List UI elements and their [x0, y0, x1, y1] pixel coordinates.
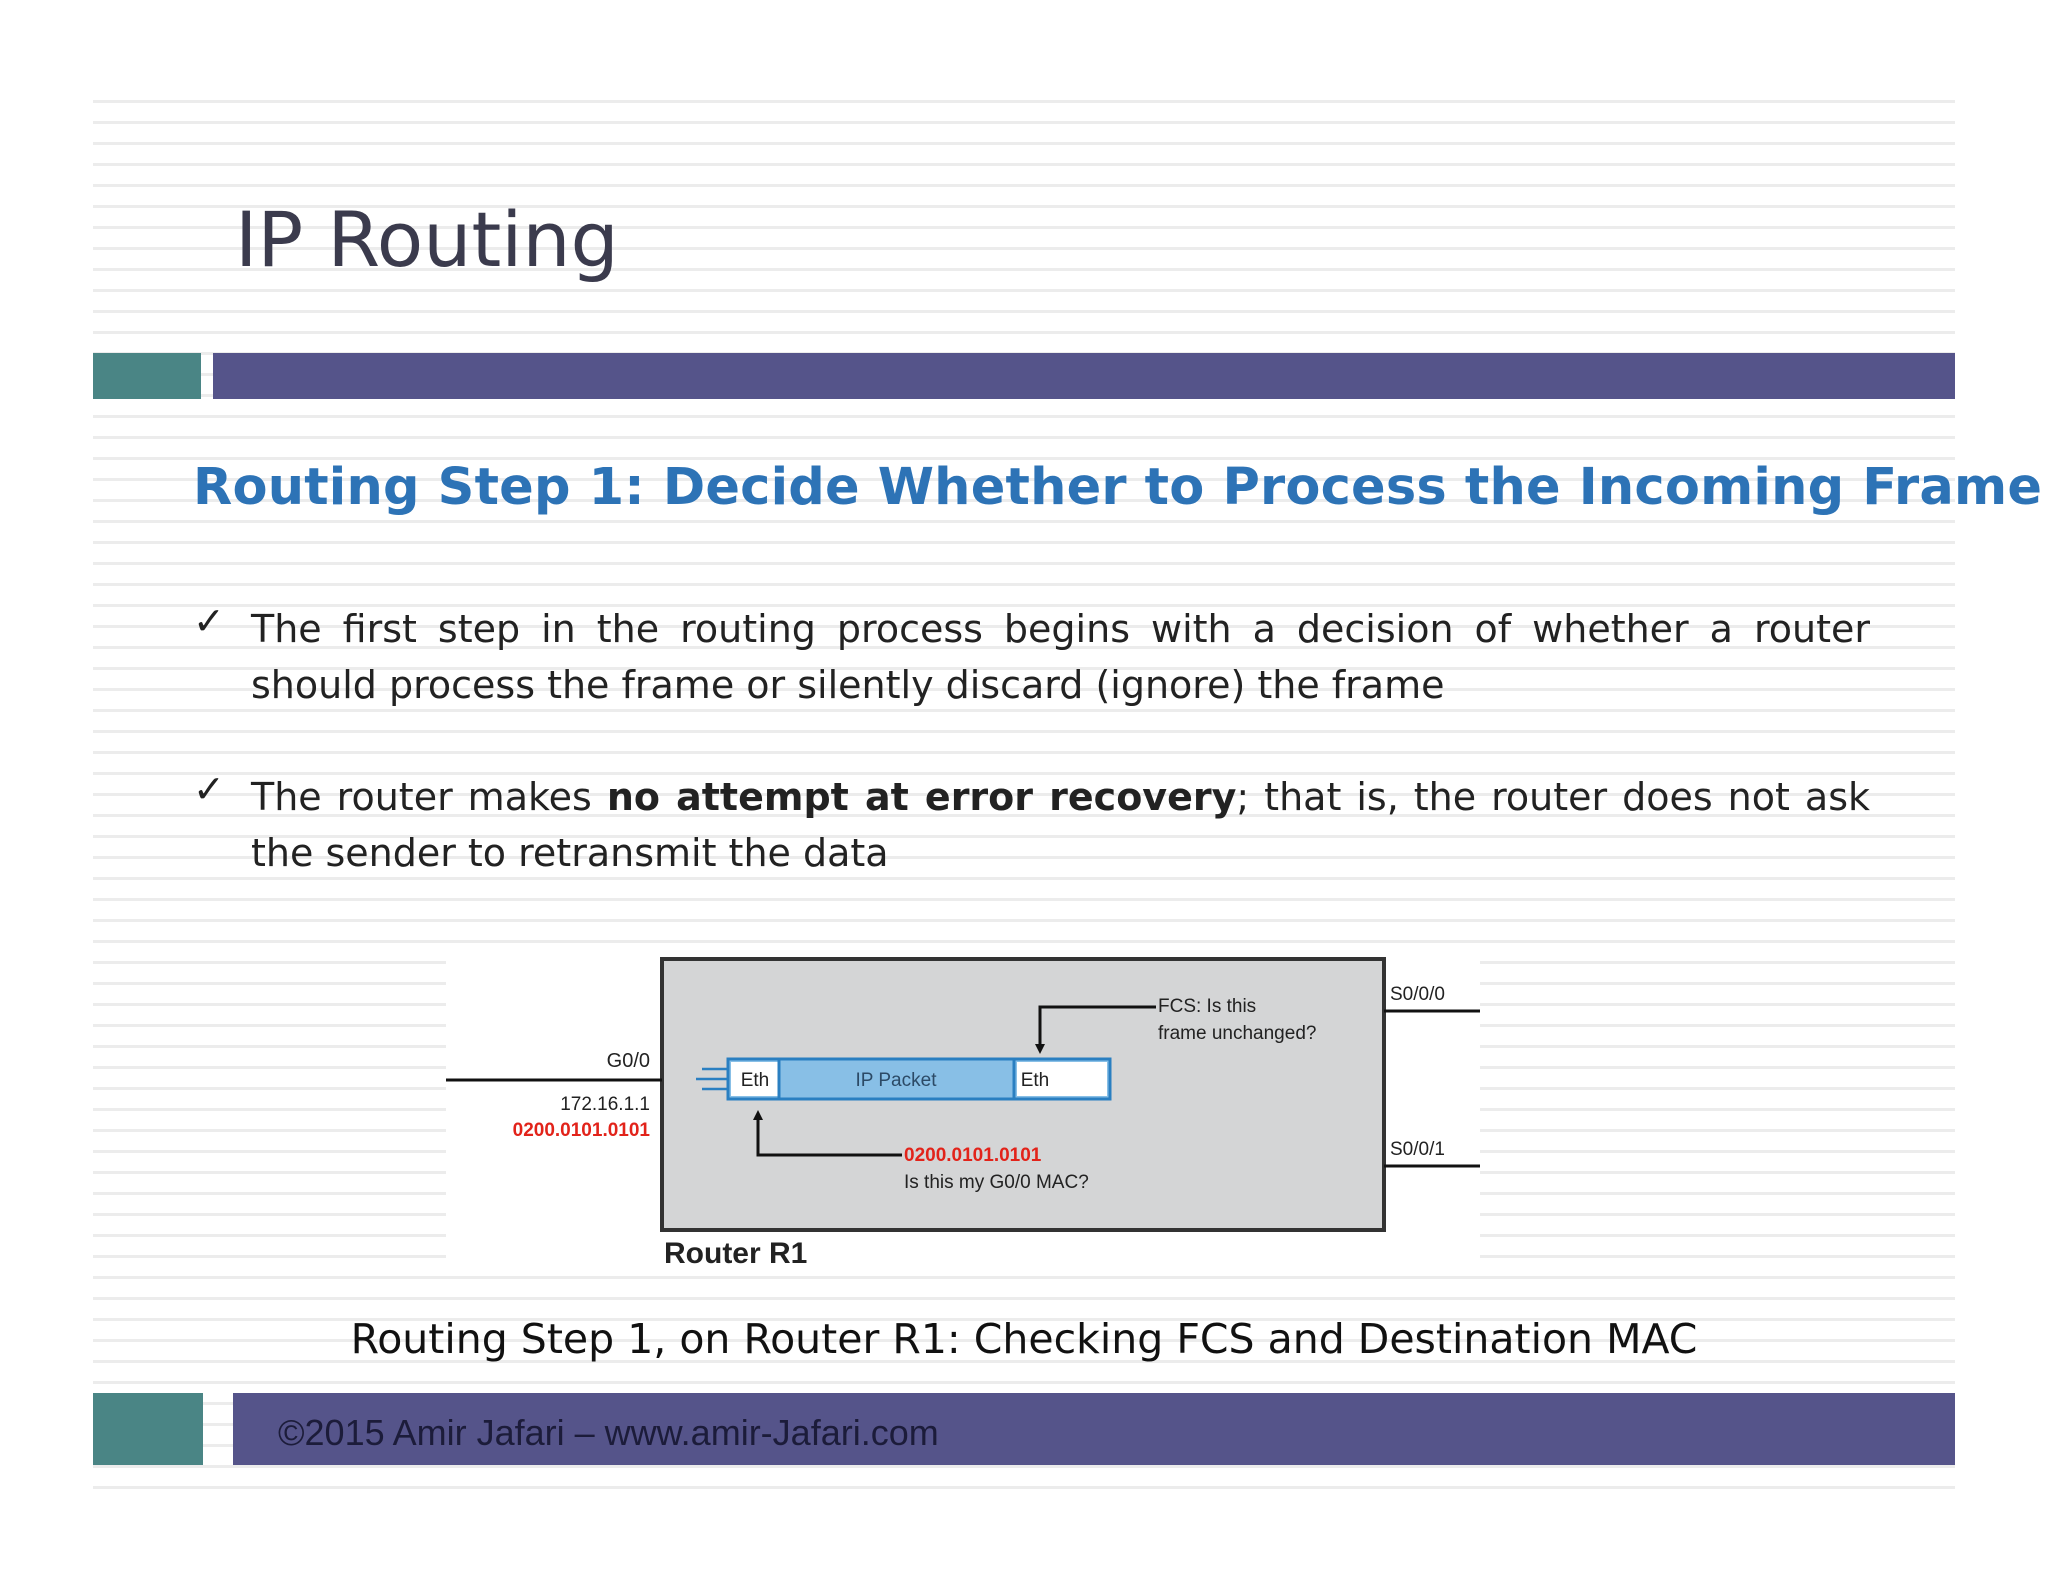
- slide-title: IP Routing: [235, 195, 619, 284]
- bullet-bold-phrase: no attempt at error recovery: [606, 775, 1237, 819]
- mac-address-label: 0200.0101.0101: [512, 1120, 650, 1141]
- bullet-text-start: The router makes: [251, 775, 607, 819]
- header-band-bar: [213, 353, 1955, 399]
- mac-question-address: 0200.0101.0101: [904, 1145, 1042, 1166]
- ip-address-label: 172.16.1.1: [560, 1094, 650, 1115]
- mac-question-text: Is this my G0/0 MAC?: [904, 1172, 1089, 1193]
- checkmark-icon: ✓: [193, 767, 225, 811]
- slide-subtitle: Routing Step 1: Decide Whether to Process the Incoming Frame: [193, 458, 2043, 517]
- footer-band-square: [93, 1393, 203, 1465]
- figure-caption: Routing Step 1, on Router R1: Checking FCS and Destination MAC: [350, 1315, 1698, 1363]
- footer-copyright: ©2015 Amir Jafari – www.amir-Jafari.com: [278, 1412, 939, 1453]
- fcs-question-line2: frame unchanged?: [1158, 1023, 1317, 1044]
- ip-packet-label: IP Packet: [855, 1070, 937, 1091]
- checkmark-icon: ✓: [193, 599, 225, 643]
- g00-label: G0/0: [606, 1050, 650, 1072]
- bullet-text: [251, 769, 1870, 881]
- bullet-text: The first step in the routing process begins with a decision of whether a router should process the frame or silently discard (ignore) the frame: [251, 607, 1870, 707]
- router-diagram: [446, 955, 1480, 1275]
- bullet-item-2: [193, 769, 1870, 881]
- s000-label: S0/0/0: [1390, 984, 1445, 1005]
- header-band-square: [93, 353, 201, 399]
- bullet-text-end: ; that is, the router does not ask the sender to retransmit the data: [251, 775, 1870, 875]
- s001-label: S0/0/1: [1390, 1139, 1445, 1160]
- router-name-label: Router R1: [664, 1237, 808, 1270]
- fcs-question-line1: FCS: Is this: [1158, 996, 1257, 1017]
- eth-trailer-label: Eth: [1020, 1070, 1050, 1091]
- eth-header-label: Eth: [740, 1070, 770, 1091]
- bullet-item-1: [193, 601, 1870, 713]
